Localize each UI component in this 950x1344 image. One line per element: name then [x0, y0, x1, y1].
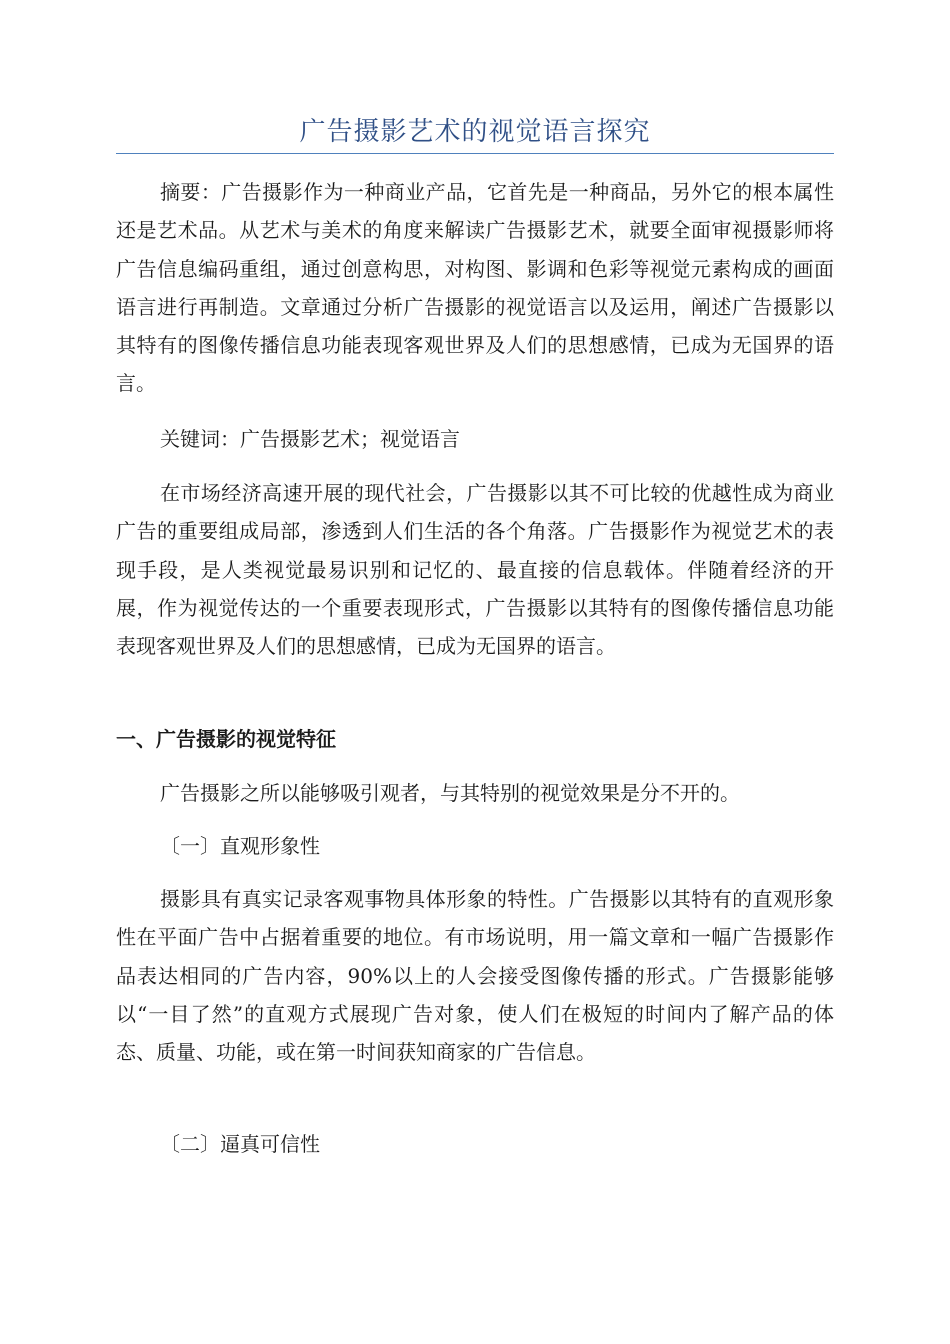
section-heading: 一、广告摄影的视觉特征: [116, 727, 336, 751]
keywords-line: 关键词：广告摄影艺术；视觉语言: [160, 427, 460, 451]
subsection-heading: 〔一〕直观形象性: [160, 834, 320, 858]
abstract-paragraph: 摘要：广告摄影作为一种商业产品，它首先是一种商品，另外它的根本属性还是艺术品。从艺术与美术的角度来解读广告摄影艺术，就要全面审视摄影师将广告信息编码重组，通过创意构思，对构图、影调和色彩等视觉元素构成的画面语言进行再制造。文章通过分析广告摄影的视觉语言以及运用，阐述广告摄影以其特有的图像传播信息功能表现客观世界及人们的思想感情，已成为无国界的语言。: [116, 180, 834, 396]
title-underline: [116, 153, 834, 154]
intro-paragraph: 在市场经济高速开展的现代社会，广告摄影以其不可比较的优越性成为商业广告的重要组成局部，渗透到人们生活的各个角落。广告摄影作为视觉艺术的表现手段，是人类视觉最易识别和记忆的、最直接的信息载体。伴随着经济的开展，作为视觉传达的一个重要表现形式，广告摄影以其特有的图像传播信息功能表现客观世界及人们的思想感情，已成为无国界的语言。: [116, 481, 834, 659]
section-intro-paragraph: 广告摄影之所以能够吸引观者，与其特别的视觉效果是分不开的。: [160, 781, 740, 805]
document-title: 广告摄影艺术的视觉语言探究: [299, 117, 651, 147]
subsection-heading: 〔二〕逼真可信性: [160, 1132, 320, 1156]
subsection-body-paragraph: 摄影具有真实记录客观事物具体形象的特性。广告摄影以其特有的直观形象性在平面广告中占据着重要的地位。有市场说明，用一篇文章和一幅广告摄影作品表达相同的广告内容，90%以上的人会接受图像传播的形式。广告摄影能够以“一目了然”的直观方式展现广告对象，使人们在极短的时间内了解产品的体态、质量、功能，或在第一时间获知商家的广告信息。: [116, 887, 834, 1065]
